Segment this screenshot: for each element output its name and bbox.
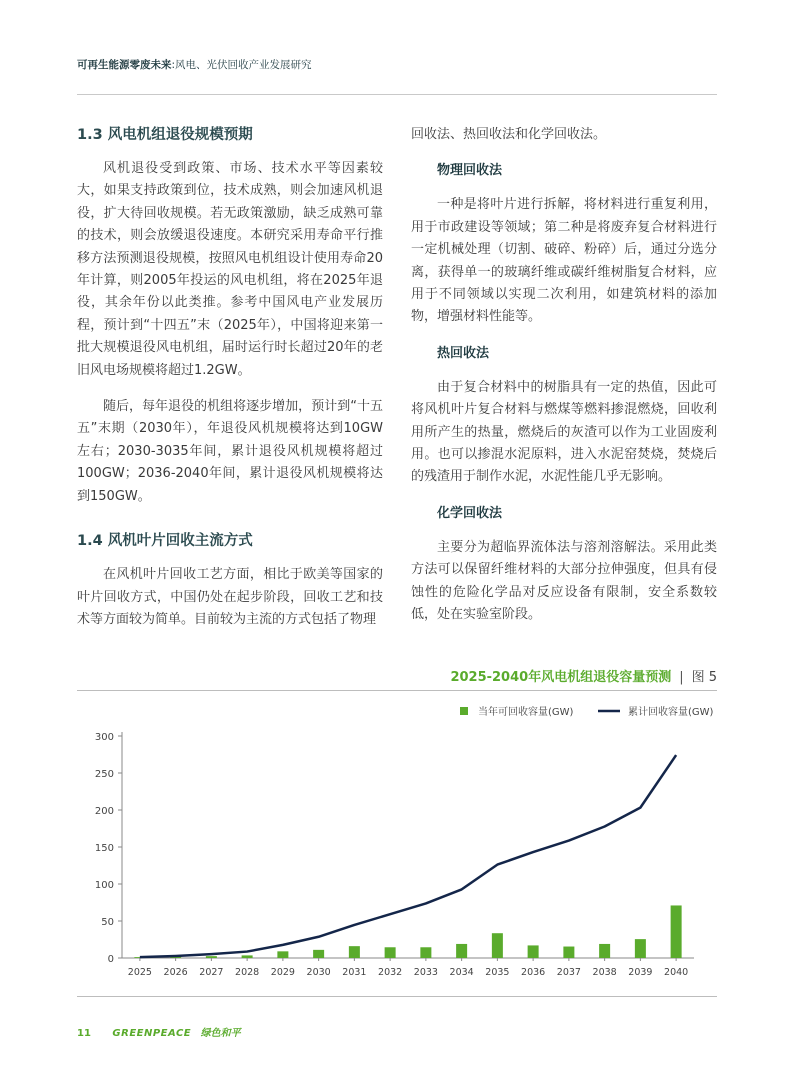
cumulative-line xyxy=(140,755,676,957)
y-tick-label: 150 xyxy=(94,843,114,854)
retirement-capacity-chart xyxy=(77,698,717,988)
y-tick-label: 300 xyxy=(94,732,114,743)
bar-annual-2038 xyxy=(599,944,610,958)
section-title-1-4: 1.4 风机叶片回收主流方式 xyxy=(77,533,253,550)
section-1-3-paragraph-1: 风机退役受到政策、市场、技术水平等因素较大，如果支持政策到位，技术成熟，则会加速风机退役，扩大待回收规模。若无政策激励，缺乏成熟可靠的技术，则会放缓退役速度。本研究采用寿命平行推移方法预测退役规模，按照风电机组设计使用寿命20年计算，则2005年投运的风电机组，将在2025年退役，其余年份以此类推。参考中国风电产业发展历程，预计到“十四五”末（2025年），中国将迎来第一批大规模退役风电机组，届时运行时长超过20年的老旧风电场规模将超过1.2GW。 xyxy=(77,161,383,378)
bar-annual-2029 xyxy=(277,951,288,958)
bar-annual-2032 xyxy=(385,947,396,958)
x-tick-label: 2029 xyxy=(270,967,295,978)
bar-annual-2034 xyxy=(456,944,467,958)
x-tick-label: 2037 xyxy=(556,967,581,978)
x-tick-label: 2027 xyxy=(199,967,224,978)
running-header xyxy=(77,57,312,72)
legend-line-label: 累计回收容量(GW) xyxy=(628,707,714,718)
subheading-physical: 物理回收法 xyxy=(437,163,503,179)
x-tick-label: 2038 xyxy=(592,967,617,978)
bar-annual-2031 xyxy=(349,946,360,958)
subheading-thermal: 热回收法 xyxy=(437,345,490,361)
chemical-paragraph: 主要分为超临界流体法与溶剂溶解法。采用此类方法可以保留纤维材料的大部分拉伸强度，但具有侵蚀性的危险化学品对反应设备有限制，安全系数较低，处在实验室阶段。 xyxy=(411,539,717,623)
y-tick-label: 50 xyxy=(101,917,114,928)
y-tick-label: 0 xyxy=(107,954,114,965)
page-number: 11 xyxy=(77,1028,91,1039)
right-column xyxy=(411,124,717,641)
x-tick-label: 2030 xyxy=(306,967,331,978)
physical-paragraph: 一种是将叶片进行拆解，将材料进行重复利用，用于市政建设等领域；第二种是将废弃复合材料进行一定机械处理（切割、破碎、粉碎）后，通过分选分离，获得单一的玻璃纤维或碳纤维树脂复合材料，应用于不同领域以实现二次利用，如建筑材料的添加物，增强材料性能等。 xyxy=(411,197,717,325)
figure-caption xyxy=(450,666,717,685)
x-tick-label: 2026 xyxy=(163,967,188,978)
figure-bottom-rule xyxy=(77,996,717,997)
header-title-bold: 可再生能源零废未来 xyxy=(77,59,172,71)
bar-annual-2030 xyxy=(313,950,324,958)
subheading-chemical: 化学回收法 xyxy=(437,505,503,521)
figure-number: 图 5 xyxy=(691,670,717,685)
page-footer xyxy=(77,1024,241,1039)
figure-separator: | xyxy=(679,670,684,685)
y-tick-label: 250 xyxy=(94,769,114,780)
continued-text: 回收法、热回收法和化学回收法。 xyxy=(411,127,607,142)
x-tick-label: 2040 xyxy=(664,967,689,978)
bar-annual-2039 xyxy=(635,939,646,958)
header-title-rest: :风电、光伏回收产业发展研究 xyxy=(171,59,312,71)
x-tick-label: 2034 xyxy=(449,967,474,978)
x-tick-label: 2028 xyxy=(235,967,260,978)
figure-title: 2025-2040年风电机组退役容量预测 xyxy=(450,670,672,685)
x-tick-label: 2031 xyxy=(342,967,367,978)
x-tick-label: 2039 xyxy=(628,967,653,978)
greenpeace-logo: GREENPEACE xyxy=(112,1028,192,1039)
y-tick-label: 100 xyxy=(94,880,114,891)
x-tick-label: 2033 xyxy=(413,967,438,978)
figure-top-rule xyxy=(77,690,717,691)
section-title-1-3: 1.3 风电机组退役规模预期 xyxy=(77,127,253,143)
bar-annual-2040 xyxy=(671,905,682,958)
greenpeace-logo-cn: 绿色和平 xyxy=(200,1028,241,1039)
x-tick-label: 2035 xyxy=(485,967,510,978)
legend-bar-label: 当年可回收容量(GW) xyxy=(478,707,574,718)
x-tick-label: 2032 xyxy=(378,967,403,978)
x-tick-label: 2025 xyxy=(127,967,152,978)
bar-annual-2028 xyxy=(242,955,253,958)
x-tick-label: 2036 xyxy=(521,967,546,978)
legend-bar-swatch xyxy=(460,707,468,715)
left-column xyxy=(77,124,383,645)
bar-annual-2035 xyxy=(492,933,503,958)
y-tick-label: 200 xyxy=(94,806,114,817)
thermal-paragraph: 由于复合材料中的树脂具有一定的热值，因此可将风机叶片复合材料与燃煤等燃料掺混燃烧，回收利用所产生的热量，燃烧后的灰渣可以作为工业固废利用。也可以掺混水泥原料，进入水泥窑焚烧，焚烧后的残渣用于制作水泥，水泥性能几乎无影响。 xyxy=(411,379,717,485)
bar-annual-2037 xyxy=(563,947,574,958)
section-1-3-paragraph-2: 随后，每年退役的机组将逐步增加，预计到“十五五”末期（2030年），年退役风机规模将达到10GW左右；2030-3035年间，累计退役风机规模将超过100GW；2036-2040年间，累计退役风机规模将达到150GW。 xyxy=(77,399,383,504)
bar-annual-2036 xyxy=(528,945,539,958)
bar-annual-2027 xyxy=(206,956,217,958)
bar-annual-2033 xyxy=(420,947,431,958)
header-divider xyxy=(77,94,717,95)
section-1-4-paragraph-1: 在风机叶片回收工艺方面，相比于欧美等国家的叶片回收方式，中国仍处在起步阶段，回收工艺和技术等方面较为简单。目前较为主流的方式包括了物理 xyxy=(77,567,383,627)
